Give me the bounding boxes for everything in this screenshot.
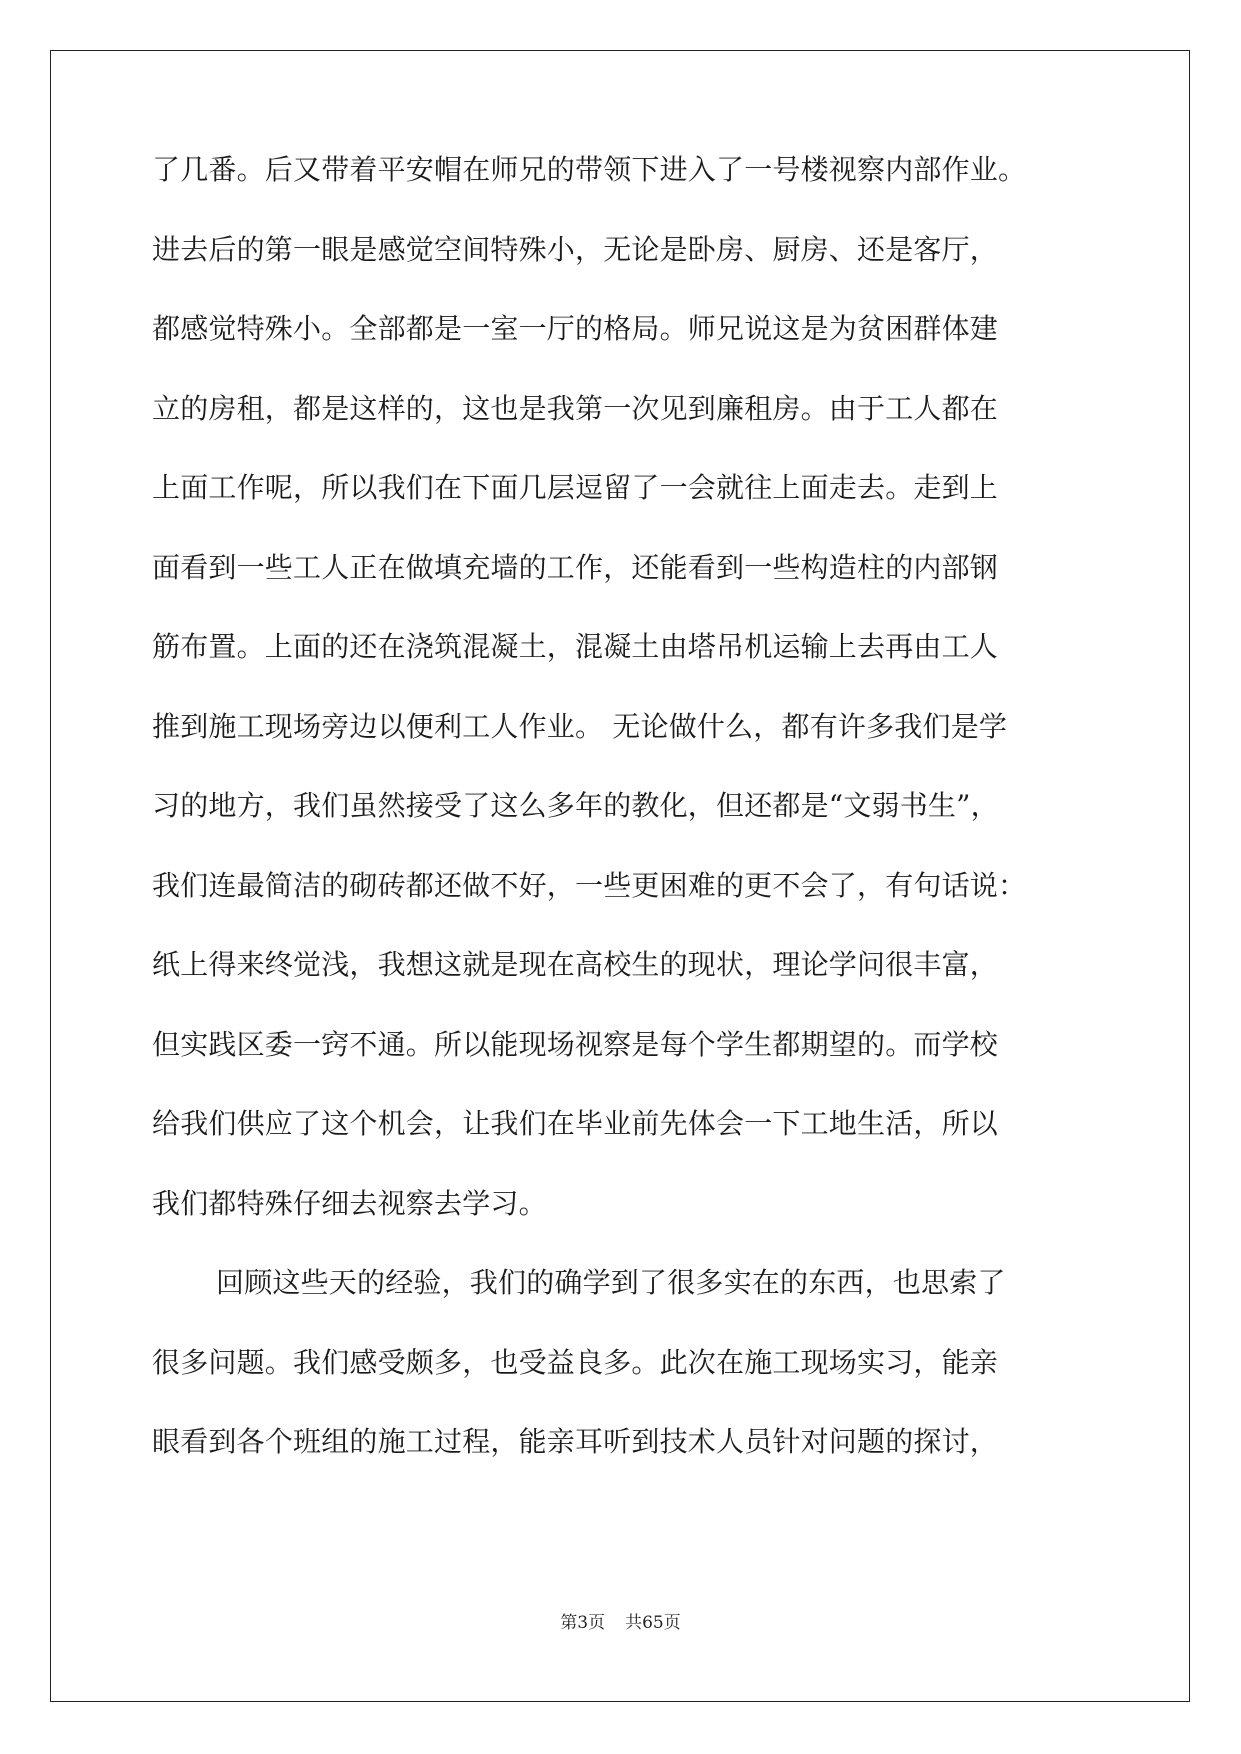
text-line: 给我们供应了这个机会，让我们在毕业前先体会一下工地生活，所以 — [152, 1107, 999, 1140]
current-page-number: 第3页 — [560, 1613, 606, 1633]
text-line: 我们连最简洁的砌砖都还做不好，一些更困难的更不会了，有句话说： — [152, 868, 1027, 902]
text-line: 纸上得来终觉浅，我想这就是现在高校生的现状，理论学问很丰富， — [152, 948, 999, 981]
text-line: 立的房租，都是这样的，这也是我第一次见到廉租房。由于工人都在 — [152, 391, 999, 425]
text-line: 但实践区委一窍不通。所以能现场视察是每个学生都期望的。而学校 — [152, 1027, 999, 1061]
body-text — [152, 153, 1092, 1508]
page-footer — [0, 1608, 1241, 1633]
text-line: 习的地方，我们虽然接受了这么多年的教化，但还都是“文弱书生”， — [152, 789, 999, 822]
text-line: 了几番。后又带着平安帽在师兄的带领下进入了一号楼视察内部作业。 — [152, 153, 1027, 186]
text-line: 进去后的第一眼是感觉空间特殊小，无论是卧房、厨房、还是客厅， — [152, 232, 999, 266]
text-line: 都感觉特殊小。全部都是一室一厅的格局。师兄说这是为贫困群体建 — [152, 312, 999, 345]
total-pages: 共65页 — [625, 1613, 681, 1633]
text-line: 面看到一些工人正在做填充墙的工作，还能看到一些构造柱的内部钢 — [152, 550, 999, 584]
text-line: 筋布置。上面的还在浇筑混凝土，混凝土由塔吊机运输上去再由工人 — [152, 630, 999, 663]
text-line: 我们都特殊仔细去视察去学习。 — [152, 1186, 547, 1220]
paragraph-first-line: 回顾这些天的经验，我们的确学到了很多实在的东西，也思索了 — [216, 1266, 1006, 1299]
text-line: 推到施工现场旁边以便利工人作业。 无论做什么，都有许多我们是学 — [152, 709, 1008, 743]
text-line: 上面工作呢，所以我们在下面几层逗留了一会就往上面走去。走到上 — [152, 471, 999, 504]
text-line: 很多问题。我们感受颇多，也受益良多。此次在施工现场实习，能亲 — [152, 1345, 999, 1379]
text-line: 眼看到各个班组的施工过程，能亲耳听到技术人员针对问题的探讨， — [152, 1425, 999, 1458]
